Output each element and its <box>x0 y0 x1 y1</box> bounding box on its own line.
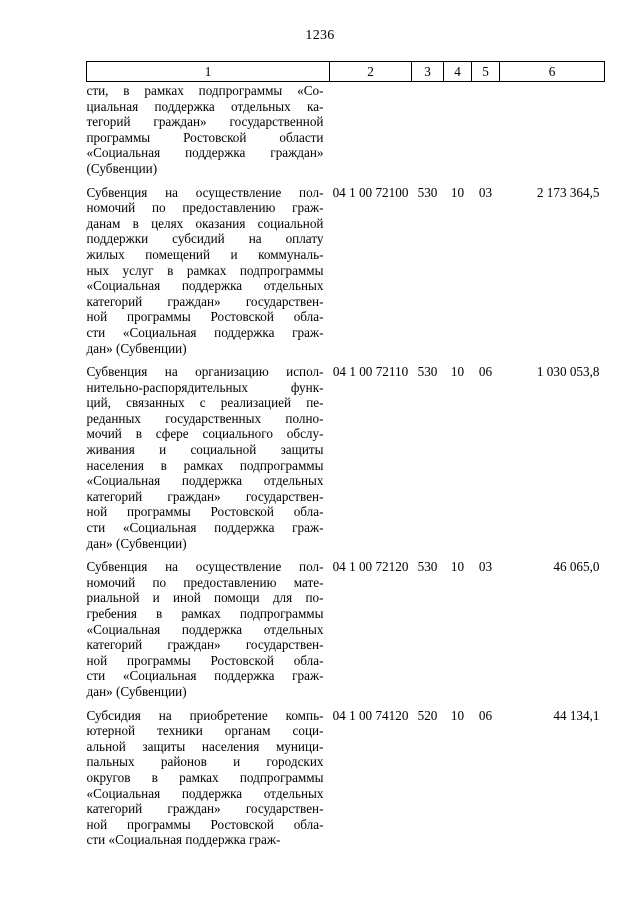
header-row <box>87 62 605 82</box>
amount-cell: 2 173 364,5 <box>536 184 600 200</box>
description-line: «Социальная поддержка отдельных <box>86 621 324 637</box>
target-code-cell: 04 1 00 74120 <box>332 707 409 723</box>
description-line: дан» (Субвенции) <box>86 535 187 551</box>
header-cell-1: 1 <box>87 62 330 82</box>
description-line: живания и социальной защиты <box>86 442 324 458</box>
budget-table <box>86 61 605 856</box>
description-line: сти «Социальная поддержка граж- <box>86 520 324 536</box>
row-description <box>87 708 330 856</box>
header-cell-4: 4 <box>444 62 472 82</box>
section-cell: 10 <box>450 364 465 380</box>
description-line: реданных государственных полно- <box>86 410 324 426</box>
description-line: циальная поддержка отдельных ка- <box>86 98 324 114</box>
description-line: данам в целях оказания социальной <box>86 215 324 231</box>
description-line: гребения в рамках подпрограммы <box>86 606 324 621</box>
description-line: ной программы Ростовской обла- <box>86 652 324 668</box>
expense-type-cell <box>412 82 444 185</box>
header-cell-6: 6 <box>500 62 605 82</box>
description-line: «Социальная поддержка граждан» <box>86 145 324 161</box>
section-cell: 10 <box>450 184 465 200</box>
table-row <box>87 364 605 559</box>
section-cell: 10 <box>450 707 465 723</box>
description-line: нительно-распорядительных функ- <box>86 379 324 395</box>
description-line: Субвенция на осуществление пол- <box>86 559 324 575</box>
description-line: поддержки субсидий на оплату <box>86 231 324 247</box>
description-line: пальных районов и городских <box>86 754 324 770</box>
amount-cell: 44 134,1 <box>553 707 600 723</box>
description-line: ной программы Ростовской обла- <box>86 504 324 520</box>
description-line: тегорий граждан» государственной <box>86 114 324 130</box>
row-description <box>87 185 330 365</box>
table-row <box>87 559 605 707</box>
amount-cell: 1 030 053,8 <box>536 364 600 380</box>
description-line: категорий граждан» государствен- <box>86 488 324 504</box>
section-cell <box>444 82 472 185</box>
description-line: ных услуг в рамках подпрограммы <box>86 262 324 278</box>
target-code-cell <box>330 82 412 185</box>
table-row <box>87 82 605 185</box>
description-line: Субсидия на приобретение компь- <box>86 707 324 723</box>
description-line: ций, связанных с реализацией пе- <box>86 395 324 411</box>
description-line: сти, в рамках подпрограммы «Со- <box>86 83 324 98</box>
section-cell: 10 <box>450 559 465 575</box>
header-cell-2: 2 <box>330 62 412 82</box>
subsection-cell: 03 <box>478 559 493 575</box>
subsection-cell: 03 <box>478 184 493 200</box>
description-line: «Социальная поддержка отдельных <box>86 785 324 801</box>
table-row <box>87 185 605 365</box>
description-line: программы Ростовской области <box>86 129 324 145</box>
header-cell-5: 5 <box>472 62 500 82</box>
description-line: «Социальная поддержка отдельных <box>86 278 324 294</box>
subsection-cell: 06 <box>478 707 493 723</box>
description-line: риальной и иной помощи для по- <box>86 590 324 606</box>
description-line: населения в рамках подпрограммы <box>86 457 324 473</box>
description-line: дан» (Субвенции) <box>86 340 187 356</box>
amount-cell <box>500 82 605 185</box>
description-line: сти «Социальная поддержка граж- <box>86 668 324 684</box>
target-code-cell: 04 1 00 72110 <box>332 364 409 380</box>
description-line: номочий по предоставлению мате- <box>86 574 324 590</box>
description-line: ной программы Ростовской обла- <box>86 816 324 832</box>
table-body <box>87 82 605 856</box>
table-header <box>87 62 605 82</box>
description-line: ной программы Ростовской обла- <box>86 309 324 325</box>
page-number: 1236 <box>305 28 335 43</box>
description-line: ютерной техники органам соци- <box>86 723 324 739</box>
description-line: Субвенция на организацию испол- <box>86 364 324 380</box>
target-code-cell: 04 1 00 72100 <box>332 184 409 200</box>
amount-cell: 46 065,0 <box>553 559 600 575</box>
target-code-cell: 04 1 00 72120 <box>332 559 409 575</box>
row-description <box>87 82 330 185</box>
subsection-cell <box>472 82 500 185</box>
description-line: мочий в сфере социального обслу- <box>86 426 324 442</box>
row-description <box>87 364 330 559</box>
expense-type-cell: 530 <box>417 364 438 380</box>
description-line: сти «Социальная поддержка граж- <box>86 832 281 848</box>
description-line: (Субвенции) <box>86 160 158 176</box>
description-line: номочий по предоставлению граж- <box>86 200 324 216</box>
description-line: альной защиты населения муници- <box>86 738 324 754</box>
expense-type-cell: 530 <box>417 184 438 200</box>
row-description <box>87 559 330 707</box>
expense-type-cell: 520 <box>417 707 438 723</box>
table-row <box>87 708 605 856</box>
description-line: сти «Социальная поддержка граж- <box>86 324 324 340</box>
description-line: дан» (Субвенции) <box>86 683 187 699</box>
description-line: категорий граждан» государствен- <box>86 293 324 309</box>
description-line: жилых помещений и коммуналь- <box>86 246 324 262</box>
description-line: категорий граждан» государствен- <box>86 801 324 817</box>
subsection-cell: 06 <box>478 364 493 380</box>
description-line: категорий граждан» государствен- <box>86 637 324 653</box>
description-line: «Социальная поддержка отдельных <box>86 473 324 489</box>
header-cell-3: 3 <box>412 62 444 82</box>
expense-type-cell: 530 <box>417 559 438 575</box>
description-line: Субвенция на осуществление пол- <box>86 184 324 200</box>
description-line: округов в рамках подпрограммы <box>86 769 324 785</box>
